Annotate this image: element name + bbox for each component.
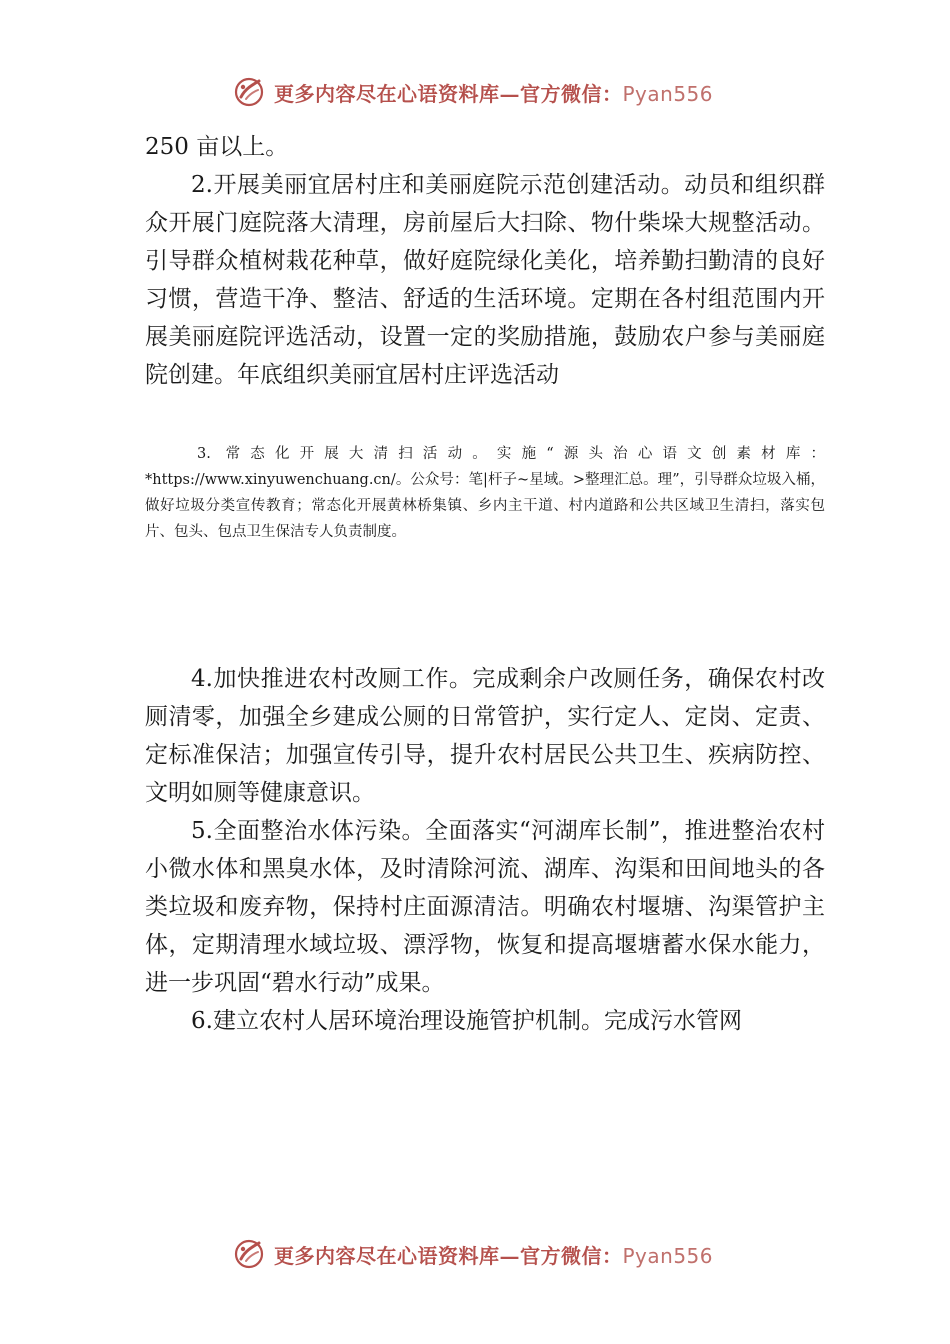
paragraph-6: 6.建立农村人居环境治理设施管护机制。完成污水管网 xyxy=(191,1008,742,1034)
logo-icon xyxy=(232,1237,266,1271)
watermark-handle: Pyan556 xyxy=(622,81,714,106)
footer-watermark xyxy=(232,1234,732,1274)
paragraph-4: 4.加快推进农村改厕工作。完成剩余户改厕任务，确保农村改厕清零，加强全乡建成公厕的日常管护，实行定人、定岗、定责、定标准保洁；加强宣传引导，提升农村居民公共卫生、疾病防控、文明如厕等健康意识。 xyxy=(145,666,825,806)
logo-icon xyxy=(232,75,266,109)
document-body-lower xyxy=(145,660,825,1040)
watermark-handle: Pyan556 xyxy=(622,1243,714,1268)
document-body-upper xyxy=(145,128,825,394)
watermark-text: 更多内容尽在心语资料库—官方微信：Pyan556 xyxy=(274,81,714,106)
header-watermark xyxy=(232,72,732,112)
paragraph-5: 5.全面整治水体污染。全面落实“河湖库长制”，推进整治农村小微水体和黑臭水体，及时清除河流、湖库、沟渠和田间地头的各类垃圾和废弃物，保持村庄面源清洁。明确农村堰塘、沟渠管护主体，定期清理水域垃圾、漂浮物，恢复和提高堰塘蓄水保水能力，进一步巩固“碧水行动”成果。 xyxy=(145,818,825,996)
paragraph-3: 3. 常态化开展大清扫活动。实施“源头治心语文创素材库：*https://www.xinyuwenchuang.cn/。公众号：笔|杆子~星域。>整理汇总。理”，引导群众垃圾入桶，做好垃圾分类宣传教育；常态化开展黄林桥集镇、乡内主干道、村内道路和公共区域卫生清扫，落实包片、包头、包点卫生保洁专人负责制度。 xyxy=(145,446,825,540)
paragraph-continuation: 250 亩以上。 xyxy=(145,134,289,160)
watermark-text: 更多内容尽在心语资料库—官方微信：Pyan556 xyxy=(274,1243,714,1268)
paragraph-2: 2.开展美丽宜居村庄和美丽庭院示范创建活动。动员和组织群众开展门庭院落大清理，房前屋后大扫除、物什柴垛大规整活动。引导群众植树栽花种草，做好庭院绿化美化，培养勤扫勤清的良好习惯，营造干净、整洁、舒适的生活环境。定期在各村组范围内开展美丽庭院评选活动，设置一定的奖励措施，鼓励农户参与美丽庭院创建。年底组织美丽宜居村庄评选活动 xyxy=(145,172,825,388)
